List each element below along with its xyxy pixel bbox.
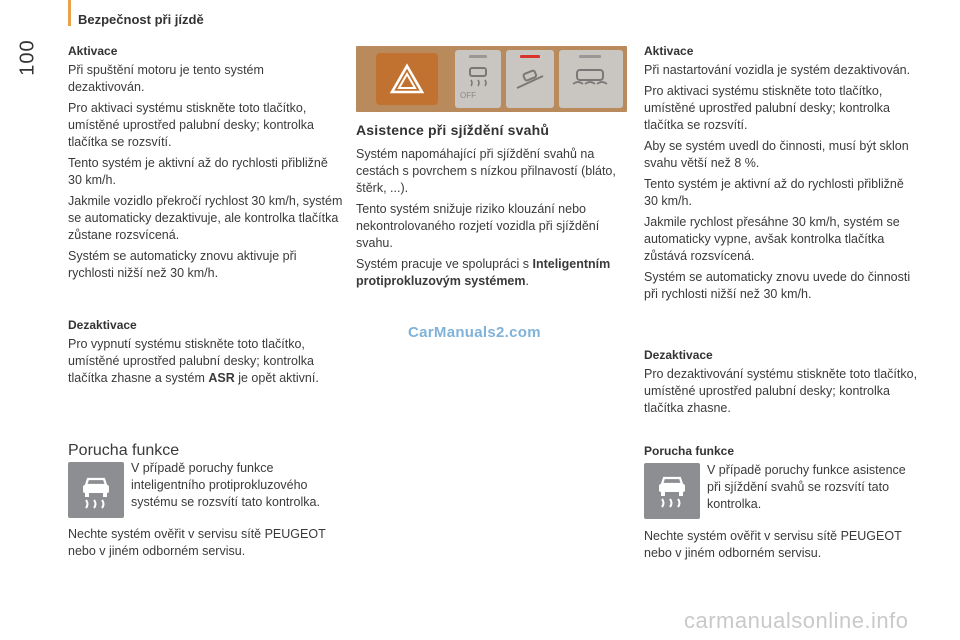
paragraph: Aby se systém uvedl do činnosti, musí být sklon svahu větší než 8 %. <box>644 139 909 170</box>
left-fault-note: Nechte systém ověřit v servisu sítě PEUGEOT nebo v jiném odborném servisu. <box>68 527 326 558</box>
middle-body <box>356 146 631 290</box>
paragraph: Systém napomáhající při sjíždění svahů na cestách s povrchem s nízkou přilnavostí (bláto, štěrk, ...). <box>356 147 616 195</box>
right-fault-heading: Porucha funkce <box>644 444 735 458</box>
indicator-led <box>520 55 540 58</box>
watermark-top: CarManuals2.com <box>408 324 541 341</box>
hill-descent-warning-icon <box>644 463 700 519</box>
paragraph: Tento systém snižuje riziko klouzání nebo nekontrolovaného rozjetí vozidla při sjíždění svahu. <box>356 202 600 250</box>
right-activation-section <box>644 44 919 303</box>
page-number: 100 <box>16 39 39 76</box>
right-deactivation-heading: Dezaktivace <box>644 348 713 362</box>
left-deactivation-section <box>68 318 343 387</box>
hill-descent-button[interactable] <box>506 50 554 108</box>
paragraph: Systém se automaticky znovu uvede do činnosti při rychlosti nižší než 30 km/h. <box>644 270 911 301</box>
hill-descent-icon <box>515 66 545 92</box>
left-fault-text: V případě poruchy funkce inteligentního protiprokluzového systému se rozsvítí tato kontrolka. <box>131 461 320 509</box>
paragraph: Jakmile rychlost přesáhne 30 km/h, systém se automaticky vypne, avšak kontrolka tlačítka zůstává rozsvícená. <box>644 215 900 263</box>
rear-view-button[interactable] <box>559 50 623 108</box>
section-heading: Asistence při sjíždění svahů <box>356 122 550 138</box>
traction-icon <box>464 64 492 88</box>
paragraph: Systém se automaticky znovu aktivuje při rychlosti nižší než 30 km/h. <box>68 249 297 280</box>
cooperation-paragraph: Systém pracuje ve spolupráci s Inteligentním protiprokluzovým systémem. <box>356 257 611 288</box>
left-activation-section <box>68 44 343 282</box>
accent-bar <box>68 0 71 26</box>
vehicle-rear-icon <box>571 66 609 88</box>
paragraph: Při spuštění motoru je tento systém dezaktivován. <box>68 63 264 94</box>
left-fault-heading: Porucha funkce <box>68 442 180 459</box>
traction-off-button[interactable] <box>455 50 501 108</box>
right-fault-note: Nechte systém ověřit v servisu sítě PEUGEOT nebo v jiném odborném servisu. <box>644 529 902 560</box>
paragraph: Tento systém je aktivní až do rychlosti přibližně 30 km/h. <box>68 156 328 187</box>
left-deactivation-text: Pro vypnutí systému stiskněte toto tlačítko, umístěné uprostřed palubní desky; kontrolka tlačítka zhasne a systém ASR je opět aktivní. <box>68 337 319 385</box>
off-label: OFF <box>460 91 476 100</box>
right-deactivation-text: Pro dezaktivování systému stiskněte toto tlačítko, umístěné uprostřed palubní desky; kontrolka tlačítka zhasne. <box>644 367 918 415</box>
skid-warning-icon <box>68 462 124 518</box>
left-deactivation-heading: Dezaktivace <box>68 318 137 332</box>
watermark-bottom: carmanualsonline.info <box>684 608 909 633</box>
paragraph: Při nastartování vozidla je systém dezaktivován. <box>644 63 911 77</box>
dashboard-button-panel <box>356 46 627 112</box>
left-activation-heading: Aktivace <box>68 44 118 58</box>
section-title: Bezpečnost při jízdě <box>78 12 204 27</box>
hazard-button[interactable] <box>376 53 438 105</box>
paragraph: Tento systém je aktivní až do rychlosti přibližně 30 km/h. <box>644 177 904 208</box>
paragraph: Pro aktivaci systému stiskněte toto tlačítko, umístěné uprostřed palubní desky; kontrolka tlačítka se rozsvítí. <box>68 101 314 149</box>
paragraph: Jakmile vozidlo překročí rychlost 30 km/h, systém se automaticky dezaktivuje, ale kontrolka tlačítka zůstane rozsvícená. <box>68 194 343 242</box>
right-activation-heading: Aktivace <box>644 44 694 58</box>
right-fault-text: V případě poruchy funkce asistence při sjíždění svahů se rozsvítí tato kontrolka. <box>707 463 906 511</box>
paragraph: Pro aktivaci systému stiskněte toto tlačítko, umístěné uprostřed palubní desky; kontrolka tlačítka se rozsvítí. <box>644 84 890 132</box>
right-deactivation-section <box>644 348 919 417</box>
right-fault-indicator <box>644 463 700 519</box>
left-fault-indicator <box>68 462 124 518</box>
